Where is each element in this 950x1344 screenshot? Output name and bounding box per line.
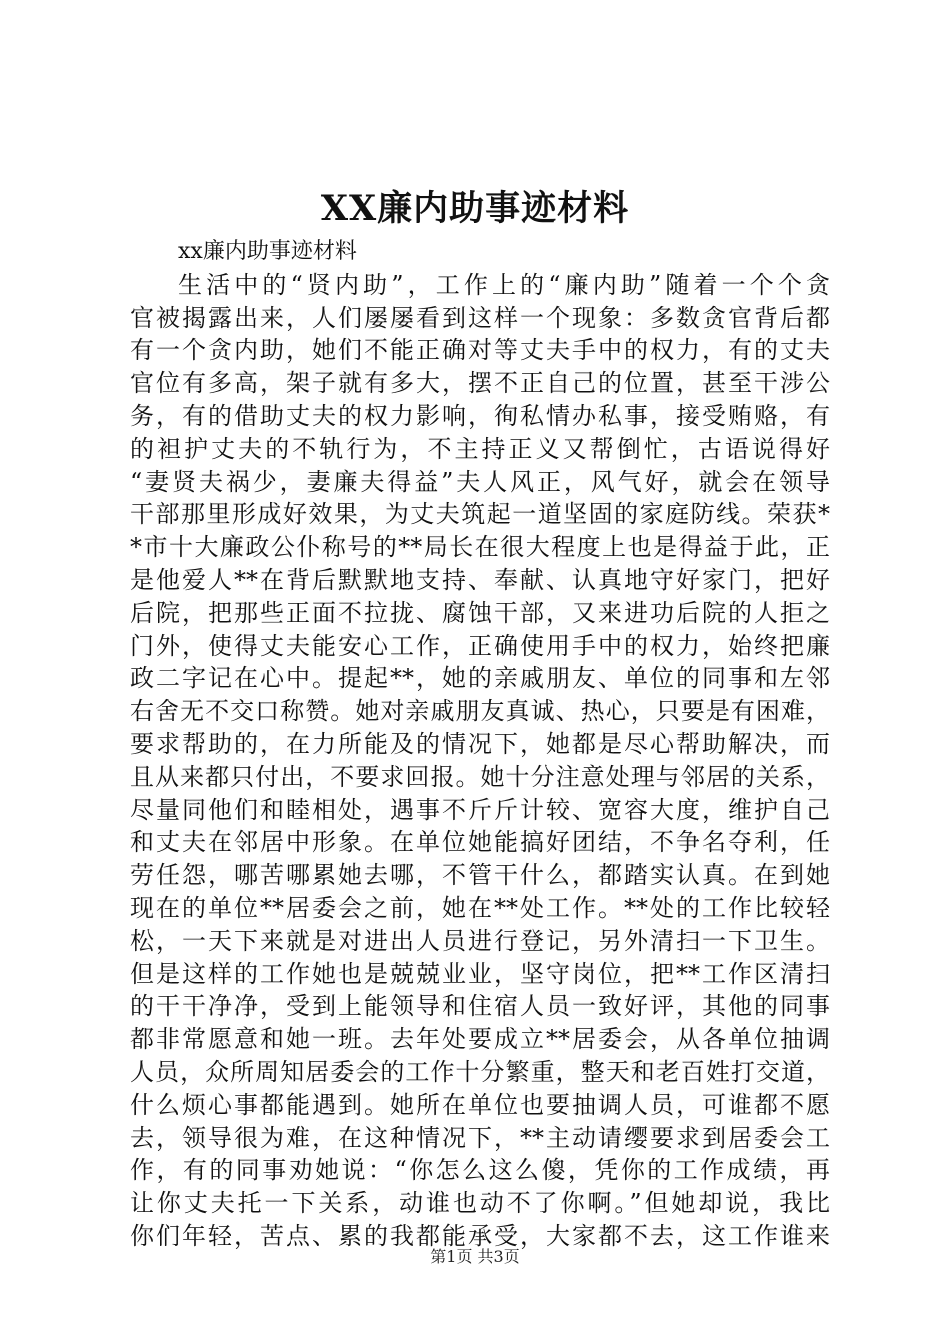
body-line: 且从来都只付出，不要求回报。她十分注意处理与邻居的关系，: [130, 762, 830, 791]
body-line: 和丈夫在邻居中形象。在单位她能搞好团结，不争名夺利，任: [130, 828, 830, 857]
body-line: 后院，把那些正面不拉拢、腐蚀干部，又来进功后院的人拒之: [130, 598, 830, 627]
body-line: 是他爱人**在背后默默地支持、奉献、认真地守好家门，把好: [130, 565, 830, 594]
body-line: 现在的单位**居委会之前，她在**处工作。**处的工作比较轻: [130, 893, 830, 922]
body-line: 要求帮助的，在力所能及的情况下，她都是尽心帮助解决，而: [130, 729, 830, 758]
page-number-footer: 第1页 共3页: [430, 1247, 520, 1266]
body-line: 你们年轻，苦点、累的我都能承受，大家都不去，这工作谁来: [130, 1221, 830, 1250]
document-subtitle: xx廉内助事迹材料: [178, 239, 357, 264]
body-line: 政二字记在心中。提起**，她的亲戚朋友、单位的同事和左邻: [130, 664, 830, 693]
body-line: 但是这样的工作她也是兢兢业业，坚守岗位，把**工作区清扫: [130, 959, 830, 988]
body-line: 人员，众所周知居委会的工作十分繁重，整天和老百姓打交道，: [130, 1057, 830, 1086]
body-line: 什么烦心事都能遇到。她所在单位也要抽调人员，可谁都不愿: [130, 1090, 830, 1119]
document-body: [130, 236, 830, 1253]
body-line: 作，有的同事劝她说：“你怎么这么傻，凭你的工作成绩，再: [130, 1156, 830, 1185]
body-line: *市十大廉政公仆称号的**局长在很大程度上也是得益于此，正: [130, 533, 830, 562]
body-line: 的干干净净，受到上能领导和住宿人员一致好评，其他的同事: [130, 992, 830, 1021]
body-line: 都非常愿意和她一班。去年处要成立**居委会，从各单位抽调: [130, 1025, 830, 1054]
body-line: 右舍无不交口称赞。她对亲戚朋友真诚、热心，只要是有困难，: [130, 697, 830, 726]
body-line: 有一个贪内助，她们不能正确对等丈夫手中的权力，有的丈夫: [130, 336, 830, 365]
body-line: 生活中的“贤内助”，工作上的“廉内助”随着一个个贪: [178, 270, 830, 299]
body-line: 让你丈夫托一下关系，动谁也动不了你啊。”但她却说，我比: [130, 1189, 830, 1218]
body-line: 官位有多高，架子就有多大，摆不正自己的位置，甚至干涉公: [130, 369, 830, 398]
body-line: “妻贤夫祸少，妻廉夫得益”夫人风正，风气好，就会在领导: [130, 467, 830, 496]
body-line: 门外，使得丈夫能安心工作，正确使用手中的权力，始终把廉: [130, 631, 830, 660]
body-line: 官被揭露出来，人们屡屡看到这样一个现象：多数贪官背后都: [130, 303, 830, 332]
document-title: XX廉内助事迹材料: [320, 188, 630, 229]
body-line: 尽量同他们和睦相处，遇事不斤斤计较、宽容大度，维护自己: [130, 795, 830, 824]
body-line: 松，一天下来就是对进出人员进行登记，另外清扫一下卫生。: [130, 926, 830, 955]
body-line: 干部那里形成好效果，为丈夫筑起一道坚固的家庭防线。荣获*: [130, 500, 830, 529]
body-line: 去，领导很为难，在这种情况下，**主动请缨要求到居委会工: [130, 1123, 830, 1152]
body-line: 的袒护丈夫的不轨行为，不主持正义又帮倒忙，古语说得好: [130, 434, 830, 463]
body-line: 务，有的借助丈夫的权力影响，徇私情办私事，接受贿赂，有: [130, 401, 830, 430]
body-line: 劳任怨，哪苦哪累她去哪，不管干什么，都踏实认真。在到她: [130, 861, 830, 890]
